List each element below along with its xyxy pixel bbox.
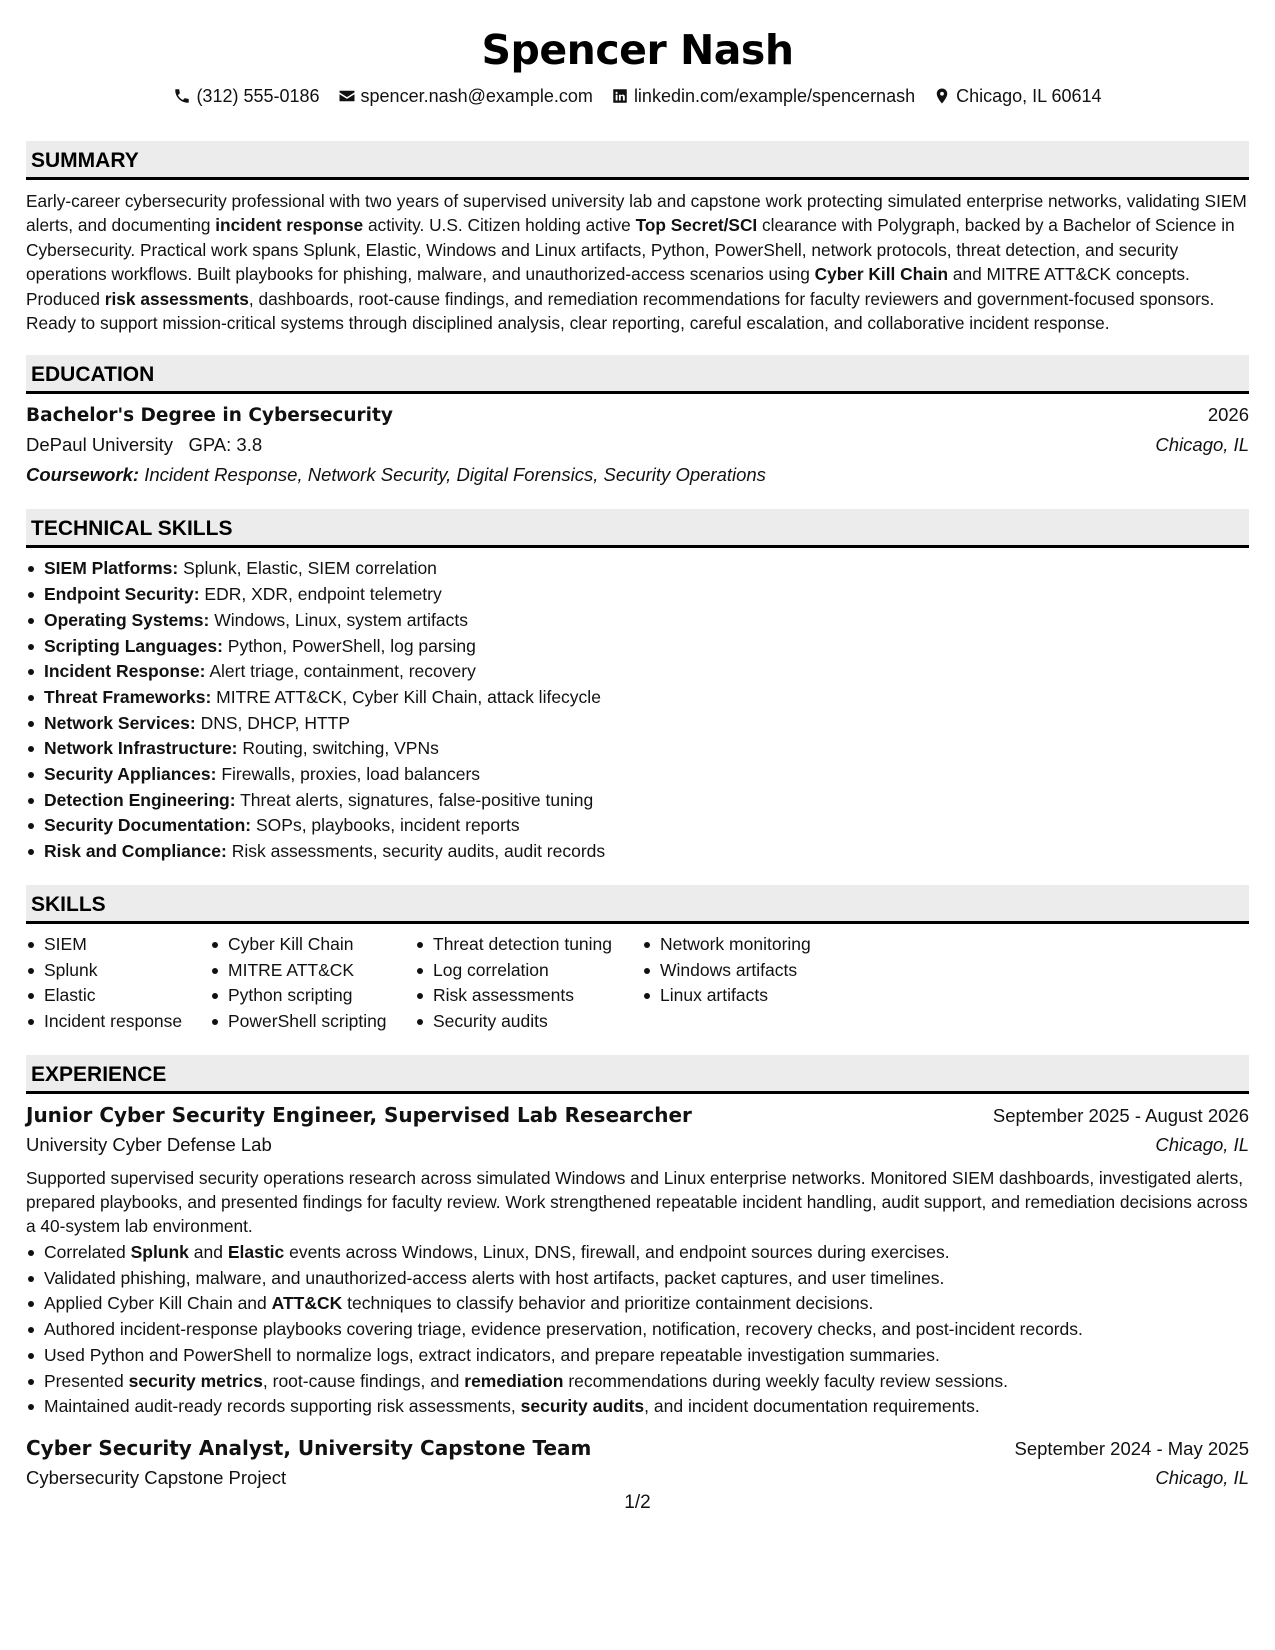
list-item: Network monitoring xyxy=(642,932,811,958)
bullet-text: Used Python and PowerShell to normalize logs, extract indicators, and prepare repeatable investigation summaries. xyxy=(44,1344,940,1365)
list-item: Log correlation xyxy=(415,958,642,984)
location-text: Chicago, IL 60614 xyxy=(956,86,1102,106)
bullet-highlight: security audits xyxy=(520,1396,645,1417)
bullet-text: , root-cause findings, and xyxy=(262,1370,465,1391)
contact-linkedin[interactable] xyxy=(611,84,915,108)
skill-values: Windows, Linux, system artifacts xyxy=(209,609,469,630)
coursework-line xyxy=(26,460,1249,489)
skill-values: Splunk, Elastic, SIEM correlation xyxy=(178,558,437,579)
list-item: SIEM xyxy=(26,932,210,958)
skill-values: Risk assessments, security audits, audit records xyxy=(226,841,606,862)
bullet-text: and xyxy=(188,1242,228,1263)
list-item xyxy=(26,736,1249,762)
skill-category: Security Documentation: xyxy=(44,815,252,836)
job-location: Chicago, IL xyxy=(1155,1466,1249,1488)
list-item: Incident response xyxy=(26,1009,210,1035)
bullet-text: Applied Cyber Kill Chain and xyxy=(44,1293,272,1314)
skill-category: Incident Response: xyxy=(44,661,206,682)
section-heading-technical-skills: TECHNICAL SKILLS xyxy=(26,509,1249,548)
graduation-year: 2026 xyxy=(1207,404,1249,426)
list-item xyxy=(26,1266,1249,1292)
job-dates: September 2024 - May 2025 xyxy=(1014,1437,1249,1459)
skill-values: MITRE ATT&CK, Cyber Kill Chain, attack lifecycle xyxy=(211,686,601,707)
coursework-label: Coursework: xyxy=(26,464,140,486)
school-name: DePaul University xyxy=(26,434,174,456)
linkedin-icon xyxy=(611,87,629,105)
candidate-name: Spencer Nash xyxy=(481,26,794,74)
experience-entry xyxy=(26,1101,1249,1420)
job-description: Supported supervised security operations research across simulated Windows and Linux enterprise networks. Monitored SIEM dashboards, investigated alerts, prepared playbooks, and presented findings for faculty review. Work strengthened repeatable incident handling, audit support, and remediation decisions across a 40-system lab environment. xyxy=(26,1168,1248,1237)
skill-category: Network Infrastructure: xyxy=(44,738,238,759)
experience-entry xyxy=(26,1434,1249,1493)
bullet-text: Maintained audit-ready records supporting risk assessments, xyxy=(44,1396,521,1417)
technical-skills-list xyxy=(26,556,1249,864)
list-item xyxy=(26,685,1249,711)
skills-grid xyxy=(26,932,1249,1035)
skill-category: Security Appliances: xyxy=(44,764,217,785)
list-item xyxy=(26,659,1249,685)
skill-category: Network Services: xyxy=(44,712,196,733)
list-item: Splunk xyxy=(26,958,210,984)
job-dates: September 2025 - August 2026 xyxy=(992,1105,1249,1127)
bullet-text: techniques to classify behavior and prioritize containment decisions. xyxy=(342,1293,874,1314)
skill-category: Endpoint Security: xyxy=(44,584,200,605)
email-text: spencer.nash@example.com xyxy=(360,86,593,106)
list-item: Threat detection tuning xyxy=(415,932,642,958)
list-item: Risk assessments xyxy=(415,983,642,1009)
job-bullets xyxy=(26,1240,1249,1420)
contact-email[interactable] xyxy=(338,84,593,108)
summary-text: clearance with Polygraph, backed by a Bachelor of Science in Cybersecurity. Practical work spans Splunk, Elastic, Windows and Linux artifacts, Python, PowerShell, network protocols, threat detection, and security operations workflows. Built playbooks for phishing, malware, and unauthorized-access scenarios using xyxy=(26,215,1235,285)
phone-text: (312) 555-0186 xyxy=(196,86,320,106)
skill-values: Threat alerts, signatures, false-positive tuning xyxy=(235,789,594,810)
skill-values: Python, PowerShell, log parsing xyxy=(222,635,476,656)
list-item: Python scripting xyxy=(210,983,415,1009)
list-item xyxy=(26,1343,1249,1369)
summary-highlight: Cyber Kill Chain xyxy=(814,264,949,285)
contact-location xyxy=(933,84,1101,108)
skill-values: Routing, switching, VPNs xyxy=(237,738,439,759)
bullet-highlight: security metrics xyxy=(128,1370,263,1391)
list-item: Elastic xyxy=(26,983,210,1009)
bullet-text: events across Windows, Linux, DNS, firewall, and endpoint sources during exercises. xyxy=(284,1242,950,1263)
section-heading-skills: SKILLS xyxy=(26,885,1249,924)
list-item: Cyber Kill Chain xyxy=(210,932,415,958)
map-pin-icon xyxy=(933,87,951,105)
list-item xyxy=(26,813,1249,839)
list-item: Security audits xyxy=(415,1009,642,1035)
skills-column xyxy=(210,932,415,1035)
skill-category: Risk and Compliance: xyxy=(44,841,227,862)
summary-highlight: incident response xyxy=(215,215,364,236)
section-heading-education: EDUCATION xyxy=(26,355,1249,394)
list-item xyxy=(26,1291,1249,1317)
job-organization: University Cyber Defense Lab xyxy=(26,1134,272,1156)
summary-text: activity. U.S. Citizen holding active xyxy=(363,215,636,236)
contact-bar xyxy=(26,84,1249,108)
list-item xyxy=(26,1394,1249,1420)
bullet-highlight: Elastic xyxy=(227,1242,285,1263)
bullet-highlight: remediation xyxy=(464,1370,564,1391)
list-item xyxy=(26,608,1249,634)
bullet-text: Validated phishing, malware, and unauthorized-access alerts with host artifacts, packet captures, and user timelines. xyxy=(44,1267,945,1288)
coursework-list: Incident Response, Network Security, Digital Forensics, Security Operations xyxy=(139,464,766,486)
list-item: Linux artifacts xyxy=(642,983,811,1009)
gpa: GPA: 3.8 xyxy=(188,434,263,456)
page-number: 1/2 xyxy=(624,1492,651,1513)
job-title: Cyber Security Analyst, University Capstone Team xyxy=(26,1435,592,1460)
skill-category: Detection Engineering: xyxy=(44,789,236,810)
bullet-text: recommendations during weekly faculty review sessions. xyxy=(563,1370,1008,1391)
list-item xyxy=(26,839,1249,865)
summary-highlight: risk assessments xyxy=(104,288,249,309)
bullet-text: Correlated xyxy=(44,1242,131,1263)
skill-category: Threat Frameworks: xyxy=(44,686,212,707)
skill-values: DNS, DHCP, HTTP xyxy=(195,712,351,733)
job-organization: Cybersecurity Capstone Project xyxy=(26,1466,287,1488)
linkedin-text: linkedin.com/example/spencernash xyxy=(633,86,916,106)
list-item xyxy=(26,711,1249,737)
list-item xyxy=(26,788,1249,814)
skills-column xyxy=(26,932,210,1035)
resume-page xyxy=(26,0,1249,1650)
summary-highlight: Top Secret/SCI xyxy=(635,215,758,236)
list-item xyxy=(26,556,1249,582)
section-heading-experience: EXPERIENCE xyxy=(26,1055,1249,1094)
list-item xyxy=(26,582,1249,608)
bullet-text: Authored incident-response playbooks covering triage, evidence preservation, notification, recovery checks, and post-incident records. xyxy=(44,1319,1083,1340)
summary-text: Early-career cybersecurity professional with two years of supervised university lab and capstone work protecting simulated enterprise networks, validating SIEM alerts, and documenting xyxy=(26,191,1247,236)
job-title: Junior Cyber Security Engineer, Supervised Lab Researcher xyxy=(26,1103,692,1128)
skills-column xyxy=(642,932,811,1035)
skill-category: Operating Systems: xyxy=(44,609,210,630)
skill-values: SOPs, playbooks, incident reports xyxy=(251,815,520,836)
list-item: MITRE ATT&CK xyxy=(210,958,415,984)
phone-icon xyxy=(173,87,191,105)
list-item xyxy=(26,1317,1249,1343)
summary-paragraph xyxy=(26,189,1249,335)
summary-text: , dashboards, root-cause findings, and remediation recommendations for faculty reviewers and government-focused sponsors. Ready to support mission-critical systems through disciplined analysis, clear reporting, careful escalation, and collaborative incident response. xyxy=(26,288,1215,334)
list-item xyxy=(26,1240,1249,1266)
summary-text: and MITRE ATT&CK concepts. Produced xyxy=(26,264,1190,309)
bullet-text: Presented xyxy=(44,1370,129,1391)
contact-phone xyxy=(173,84,319,108)
skill-values: Firewalls, proxies, load balancers xyxy=(216,764,481,785)
list-item xyxy=(26,762,1249,788)
skill-values: Alert triage, containment, recovery xyxy=(205,661,476,682)
envelope-icon xyxy=(338,87,356,105)
list-item xyxy=(26,1369,1249,1395)
bullet-highlight: Splunk xyxy=(130,1242,189,1263)
skill-values: EDR, XDR, endpoint telemetry xyxy=(199,584,442,605)
skill-category: Scripting Languages: xyxy=(44,635,223,656)
education-entry xyxy=(26,401,1249,489)
bullet-text: , and incident documentation requirements. xyxy=(644,1396,980,1417)
skills-column xyxy=(415,932,642,1035)
section-heading-summary: SUMMARY xyxy=(26,141,1249,180)
degree-title: Bachelor's Degree in Cybersecurity xyxy=(26,405,393,427)
skill-category: SIEM Platforms: xyxy=(44,558,179,579)
school-location: Chicago, IL xyxy=(1155,434,1249,456)
bullet-highlight: ATT&CK xyxy=(271,1293,343,1314)
school-line xyxy=(26,430,262,460)
list-item xyxy=(26,634,1249,660)
list-item: Windows artifacts xyxy=(642,958,811,984)
job-location: Chicago, IL xyxy=(1155,1134,1249,1156)
list-item: PowerShell scripting xyxy=(210,1009,415,1035)
